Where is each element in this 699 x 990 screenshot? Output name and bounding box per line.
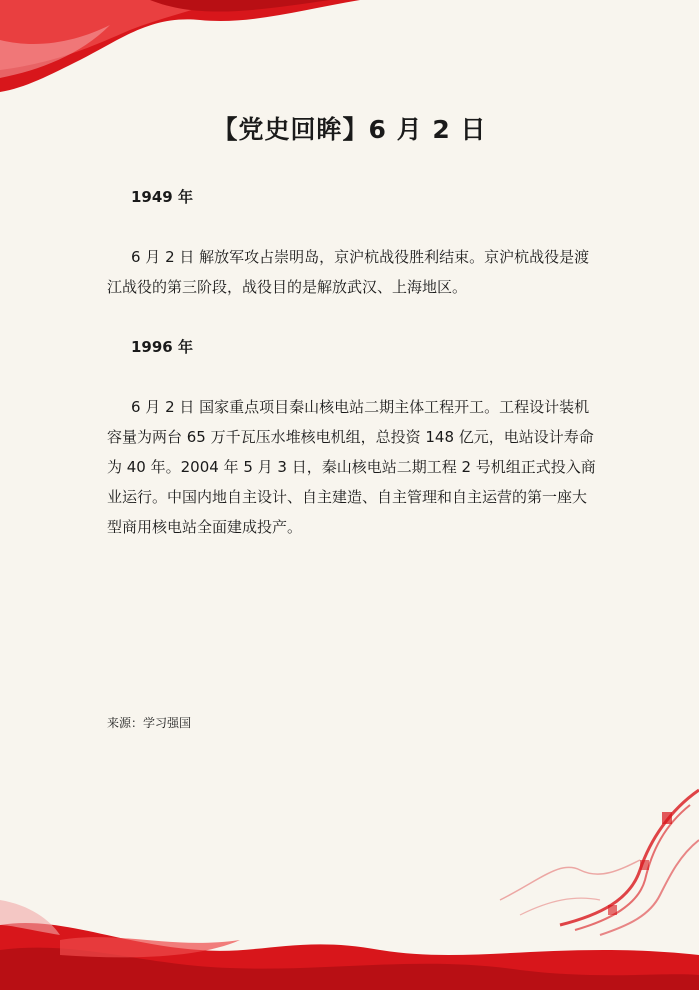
event-paragraph [107,392,601,542]
source-note: 来源：学习强国 [107,716,192,730]
event-text: 6 月 2 日 国家重点项目秦山核电站二期主体工程开工。工程设计装机容量为两台 65 万千瓦压水堆核电机组，总投资 148 亿元，电站设计寿命为 40 年。2004 年 5 月 3 日，秦山核电站二期工程 2 号机组正式投入商业运行。中国内地自主设计、自主建造、自主管理和自主运营的第一座大型商用核电站全面建成投产。 [107,398,596,536]
red-ribbon-top-left [0,0,360,92]
event-text: 6 月 2 日 解放军攻占崇明岛，京沪杭战役胜利结束。京沪杭战役是渡江战役的第三阶段，战役目的是解放武汉、上海地区。 [107,248,590,296]
event-paragraph [107,242,601,302]
year-heading: 1949 年 [131,188,193,206]
article-body [107,182,601,572]
page-title: 【党史回眸】6 月 2 日 [212,115,487,144]
year-heading: 1996 年 [131,338,193,356]
great-wall-bottom-right [500,790,699,935]
